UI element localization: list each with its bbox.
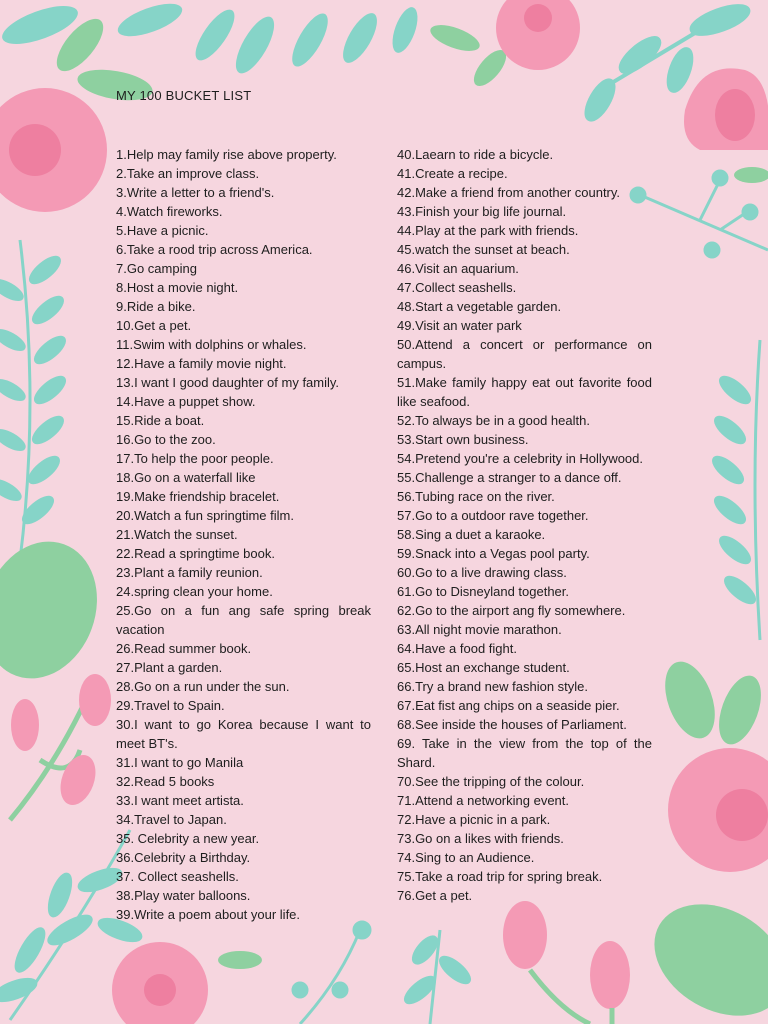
list-item: 20.Watch a fun springtime film.	[116, 508, 294, 523]
list-item: 34.Travel to Japan.	[116, 812, 227, 827]
list-item: 28.Go on a run under the sun.	[116, 679, 290, 694]
list-item: 40.Laearn to ride a bicycle.	[397, 147, 554, 162]
list-item: 76.Get a pet.	[397, 888, 473, 903]
list-item: 70.See the tripping of the colour.	[397, 774, 585, 789]
list-item: 57.Go to a outdoor rave together.	[397, 508, 589, 523]
list-item: 31.I want to go Manila	[116, 755, 244, 770]
list-item: 10.Get a pet.	[116, 318, 192, 333]
list-item: 26.Read summer book.	[116, 641, 252, 656]
list-item: 67.Eat fist ang chips on a seaside pier.	[397, 698, 620, 713]
list-item: 73.Go on a likes with friends.	[397, 831, 564, 846]
fern-icon	[710, 340, 760, 640]
list-item: 1.Help may family rise above property.	[116, 147, 337, 162]
list-item: 74.Sing to an Audience.	[397, 850, 535, 865]
list-item: 19.Make friendship bracelet.	[116, 489, 280, 504]
list-item: 69. Take in the view from the top of the Shard.	[397, 736, 652, 770]
list-item: 14.Have a puppet show.	[116, 394, 256, 409]
list-item: 38.Play water balloons.	[116, 888, 251, 903]
list-item: 24.spring clean your home.	[116, 584, 273, 599]
list-item: 59.Snack into a Vegas pool party.	[397, 546, 590, 561]
list-item: 45.watch the sunset at beach.	[397, 242, 570, 257]
bucket-list-column-right	[397, 145, 652, 905]
list-item: 33.I want meet artista.	[116, 793, 244, 808]
list-item: 18.Go on a waterfall like	[116, 470, 256, 485]
sprig-icon	[293, 922, 473, 1024]
list-item: 21.Watch the sunset.	[116, 527, 238, 542]
list-item: 32.Read 5 books	[116, 774, 215, 789]
list-item: 54.Pretend you're a celebrity in Hollywood.	[397, 451, 644, 466]
list-item: 64.Have a food fight.	[397, 641, 517, 656]
flower-icon	[496, 0, 580, 70]
rose-icon	[0, 88, 107, 212]
list-item: 60.Go to a live drawing class.	[397, 565, 567, 580]
list-item: 65.Host an exchange student.	[397, 660, 570, 675]
list-item: 3.Write a letter to a friend's.	[116, 185, 275, 200]
list-item: 51.Make family happy eat out favorite food like seafood.	[397, 375, 652, 409]
list-item: 37. Collect seashells.	[116, 869, 239, 884]
list-item: 12.Have a family movie night.	[116, 356, 287, 371]
list-item: 68.See inside the houses of Parliament.	[397, 717, 627, 732]
list-item: 50.Attend a concert or performance on campus.	[397, 337, 652, 371]
list-item: 49.Visit an water park	[397, 318, 522, 333]
list-item: 53.Start own business.	[397, 432, 529, 447]
list-item: 17.To help the poor people.	[116, 451, 274, 466]
list-item: 55.Challenge a stranger to a dance off.	[397, 470, 622, 485]
list-item: 7.Go camping	[116, 261, 197, 276]
list-item: 39.Write a poem about your life.	[116, 907, 301, 922]
list-item: 9.Ride a bike.	[116, 299, 196, 314]
list-item: 58.Sing a duet a karaoke.	[397, 527, 546, 542]
list-item: 42.Make a friend from another country.	[397, 185, 621, 200]
list-item: 22.Read a springtime book.	[116, 546, 275, 561]
list-item: 23.Plant a family reunion.	[116, 565, 263, 580]
list-item: 30.I want to go Korea because I want to meet BT's.	[116, 717, 371, 751]
bucket-list-column-left	[116, 145, 371, 924]
list-item: 63.All night movie marathon.	[397, 622, 562, 637]
leaf-icon	[0, 525, 116, 694]
list-item: 62.Go to the airport ang fly somewhere.	[397, 603, 626, 618]
list-item: 71.Attend a networking event.	[397, 793, 570, 808]
list-item: 48.Start a vegetable garden.	[397, 299, 562, 314]
list-item: 61.Go to Disneyland together.	[397, 584, 570, 599]
page-title: MY 100 BUCKET LIST	[116, 88, 252, 103]
list-item: 43.Finish your big life journal.	[397, 204, 567, 219]
list-item: 44.Play at the park with friends.	[397, 223, 579, 238]
list-item: 27.Plant a garden.	[116, 660, 223, 675]
bud-icon	[503, 901, 630, 1009]
list-item: 66.Try a brand new fashion style.	[397, 679, 589, 694]
list-item: 56.Tubing race on the river.	[397, 489, 555, 504]
list-item: 52.To always be in a good health.	[397, 413, 590, 428]
list-item: 13.I want I good daughter of my family.	[116, 375, 340, 390]
rose-icon	[668, 748, 768, 872]
list-item: 6.Take a rood trip across America.	[116, 242, 313, 257]
list-item: 72.Have a picnic in a park.	[397, 812, 551, 827]
list-item: 35. Celebrity a new year.	[116, 831, 260, 846]
list-item: 36.Celebrity a Birthday.	[116, 850, 251, 865]
flower-icon	[112, 942, 262, 1024]
list-item: 29.Travel to Spain.	[116, 698, 225, 713]
list-item: 5.Have a picnic.	[116, 223, 209, 238]
list-item: 4.Watch fireworks.	[116, 204, 223, 219]
list-item: 47.Collect seashells.	[397, 280, 517, 295]
rose-icon	[684, 68, 768, 183]
list-item: 46.Visit an aquarium.	[397, 261, 519, 276]
list-item: 2.Take an improve class.	[116, 166, 260, 181]
bud-icon	[11, 674, 111, 810]
list-item: 25.Go on a fun ang safe spring break vacation	[116, 603, 371, 637]
list-item: 41.Create a recipe.	[397, 166, 508, 181]
list-item: 8.Host a movie night.	[116, 280, 239, 295]
list-item: 75.Take a road trip for spring break.	[397, 869, 603, 884]
list-item: 16.Go to the zoo.	[116, 432, 216, 447]
list-item: 11.Swim with dolphins or whales.	[116, 337, 307, 352]
fern-icon	[0, 240, 68, 560]
list-item: 15.Ride a boat.	[116, 413, 205, 428]
